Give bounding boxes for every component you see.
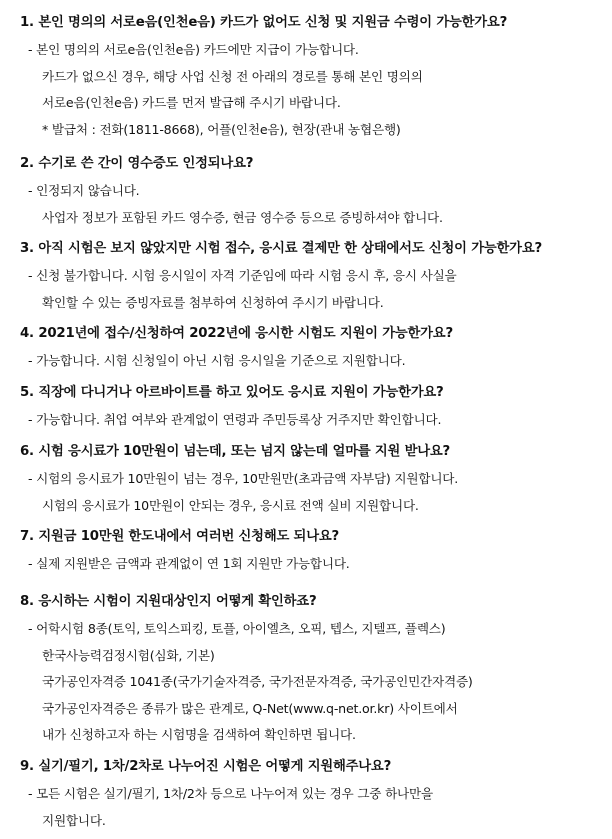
faq-answer-line: 카드가 없으신 경우, 해당 사업 신청 전 아래의 경로를 통해 본인 명의의: [42, 68, 423, 84]
faq-question-8: 8. 응시하는 시험이 지원대상인지 어떻게 확인하죠?: [20, 594, 317, 609]
faq-answer-line: - 시험의 응시료가 10만원이 넘는 경우, 10만원만(초과금액 자부담) 지원합니다.: [28, 471, 459, 486]
faq-question-3: 3. 아직 시험은 보지 않았지만 시험 접수, 응시료 결제만 한 상태에서도 신청이 가능한가요?: [20, 241, 542, 256]
faq-question-2: 2. 수기로 쓴 간이 영수증도 인정되나요?: [20, 156, 254, 171]
faq-answer-line: 지원합니다.: [42, 812, 106, 828]
faq-answer-line: 국가공인자격증은 종류가 많은 관계로, Q-Net(www.q-net.or.kr) 사이트에서: [42, 700, 458, 716]
faq-answer-line: 확인할 수 있는 증빙자료를 첨부하여 신청하여 주시기 바랍니다.: [42, 294, 384, 310]
faq-answer-line: - 가능합니다. 시험 신청일이 아닌 시험 응시일을 기준으로 지원합니다.: [28, 353, 406, 368]
faq-answer-line: - 신청 불가합니다. 시험 응시일이 자격 기준임에 따라 시험 응시 후, 응시 사실을: [28, 268, 457, 283]
faq-answer-line: - 본인 명의의 서로e음(인천e음) 카드에만 지급이 가능합니다.: [28, 42, 359, 57]
faq-answer-line: - 실제 지원받은 금액과 관계없이 연 1회 지원만 가능합니다.: [28, 556, 350, 571]
faq-answer-line: 내가 신청하고자 하는 시험명을 검색하여 확인하면 됩니다.: [42, 727, 356, 743]
faq-answer-line: 사업자 정보가 포함된 카드 영수증, 현금 영수증 등으로 증빙하셔야 합니다.: [42, 209, 443, 225]
faq-question-6: 6. 시험 응시료가 10만원이 넘는데, 또는 넘지 않는데 얼마를 지원 받나요?: [20, 444, 451, 459]
faq-question-7: 7. 지원금 10만원 한도내에서 여러번 신청해도 되나요?: [20, 529, 339, 544]
faq-answer-line: - 어학시험 8종(토익, 토익스피킹, 토플, 아이엘츠, 오픽, 텝스, 지텔프, 플렉스): [28, 621, 446, 636]
faq-question-5: 5. 직장에 다니거나 아르바이트를 하고 있어도 응시료 지원이 가능한가요?: [20, 385, 444, 400]
faq-answer-line: * 발급처 : 전화(1811-8668), 어플(인천e음), 현장(관내 농협은행): [42, 121, 401, 137]
faq-answer-line: - 모든 시험은 실기/필기, 1차/2차 등으로 나누어져 있는 경우 그중 하나만을: [28, 786, 433, 801]
faq-answer-line: - 인정되지 않습니다.: [28, 183, 140, 198]
faq-answer-line: 한국사능력검정시험(심화, 기본): [42, 647, 215, 663]
faq-answer-line: - 가능합니다. 취업 여부와 관계없이 연령과 주민등록상 거주지만 확인합니다.: [28, 412, 442, 427]
faq-question-1: 1. 본인 명의의 서로e음(인천e음) 카드가 없어도 신청 및 지원금 수령이 가능한가요?: [20, 15, 508, 30]
faq-question-4: 4. 2021년에 접수/신청하여 2022년에 응시한 시험도 지원이 가능한가요?: [20, 326, 453, 341]
faq-question-9: 9. 실기/필기, 1차/2차로 나누어진 시험은 어떻게 지원해주나요?: [20, 759, 392, 774]
faq-answer-line: 시험의 응시료가 10만원이 안되는 경우, 응시료 전액 실비 지원합니다.: [42, 497, 419, 513]
faq-answer-line: 국가공인자격증 1041종(국가기술자격증, 국가전문자격증, 국가공인민간자격증): [42, 674, 473, 690]
faq-answer-line: 서로e음(인천e음) 카드를 먼저 발급해 주시기 바랍니다.: [42, 95, 341, 111]
